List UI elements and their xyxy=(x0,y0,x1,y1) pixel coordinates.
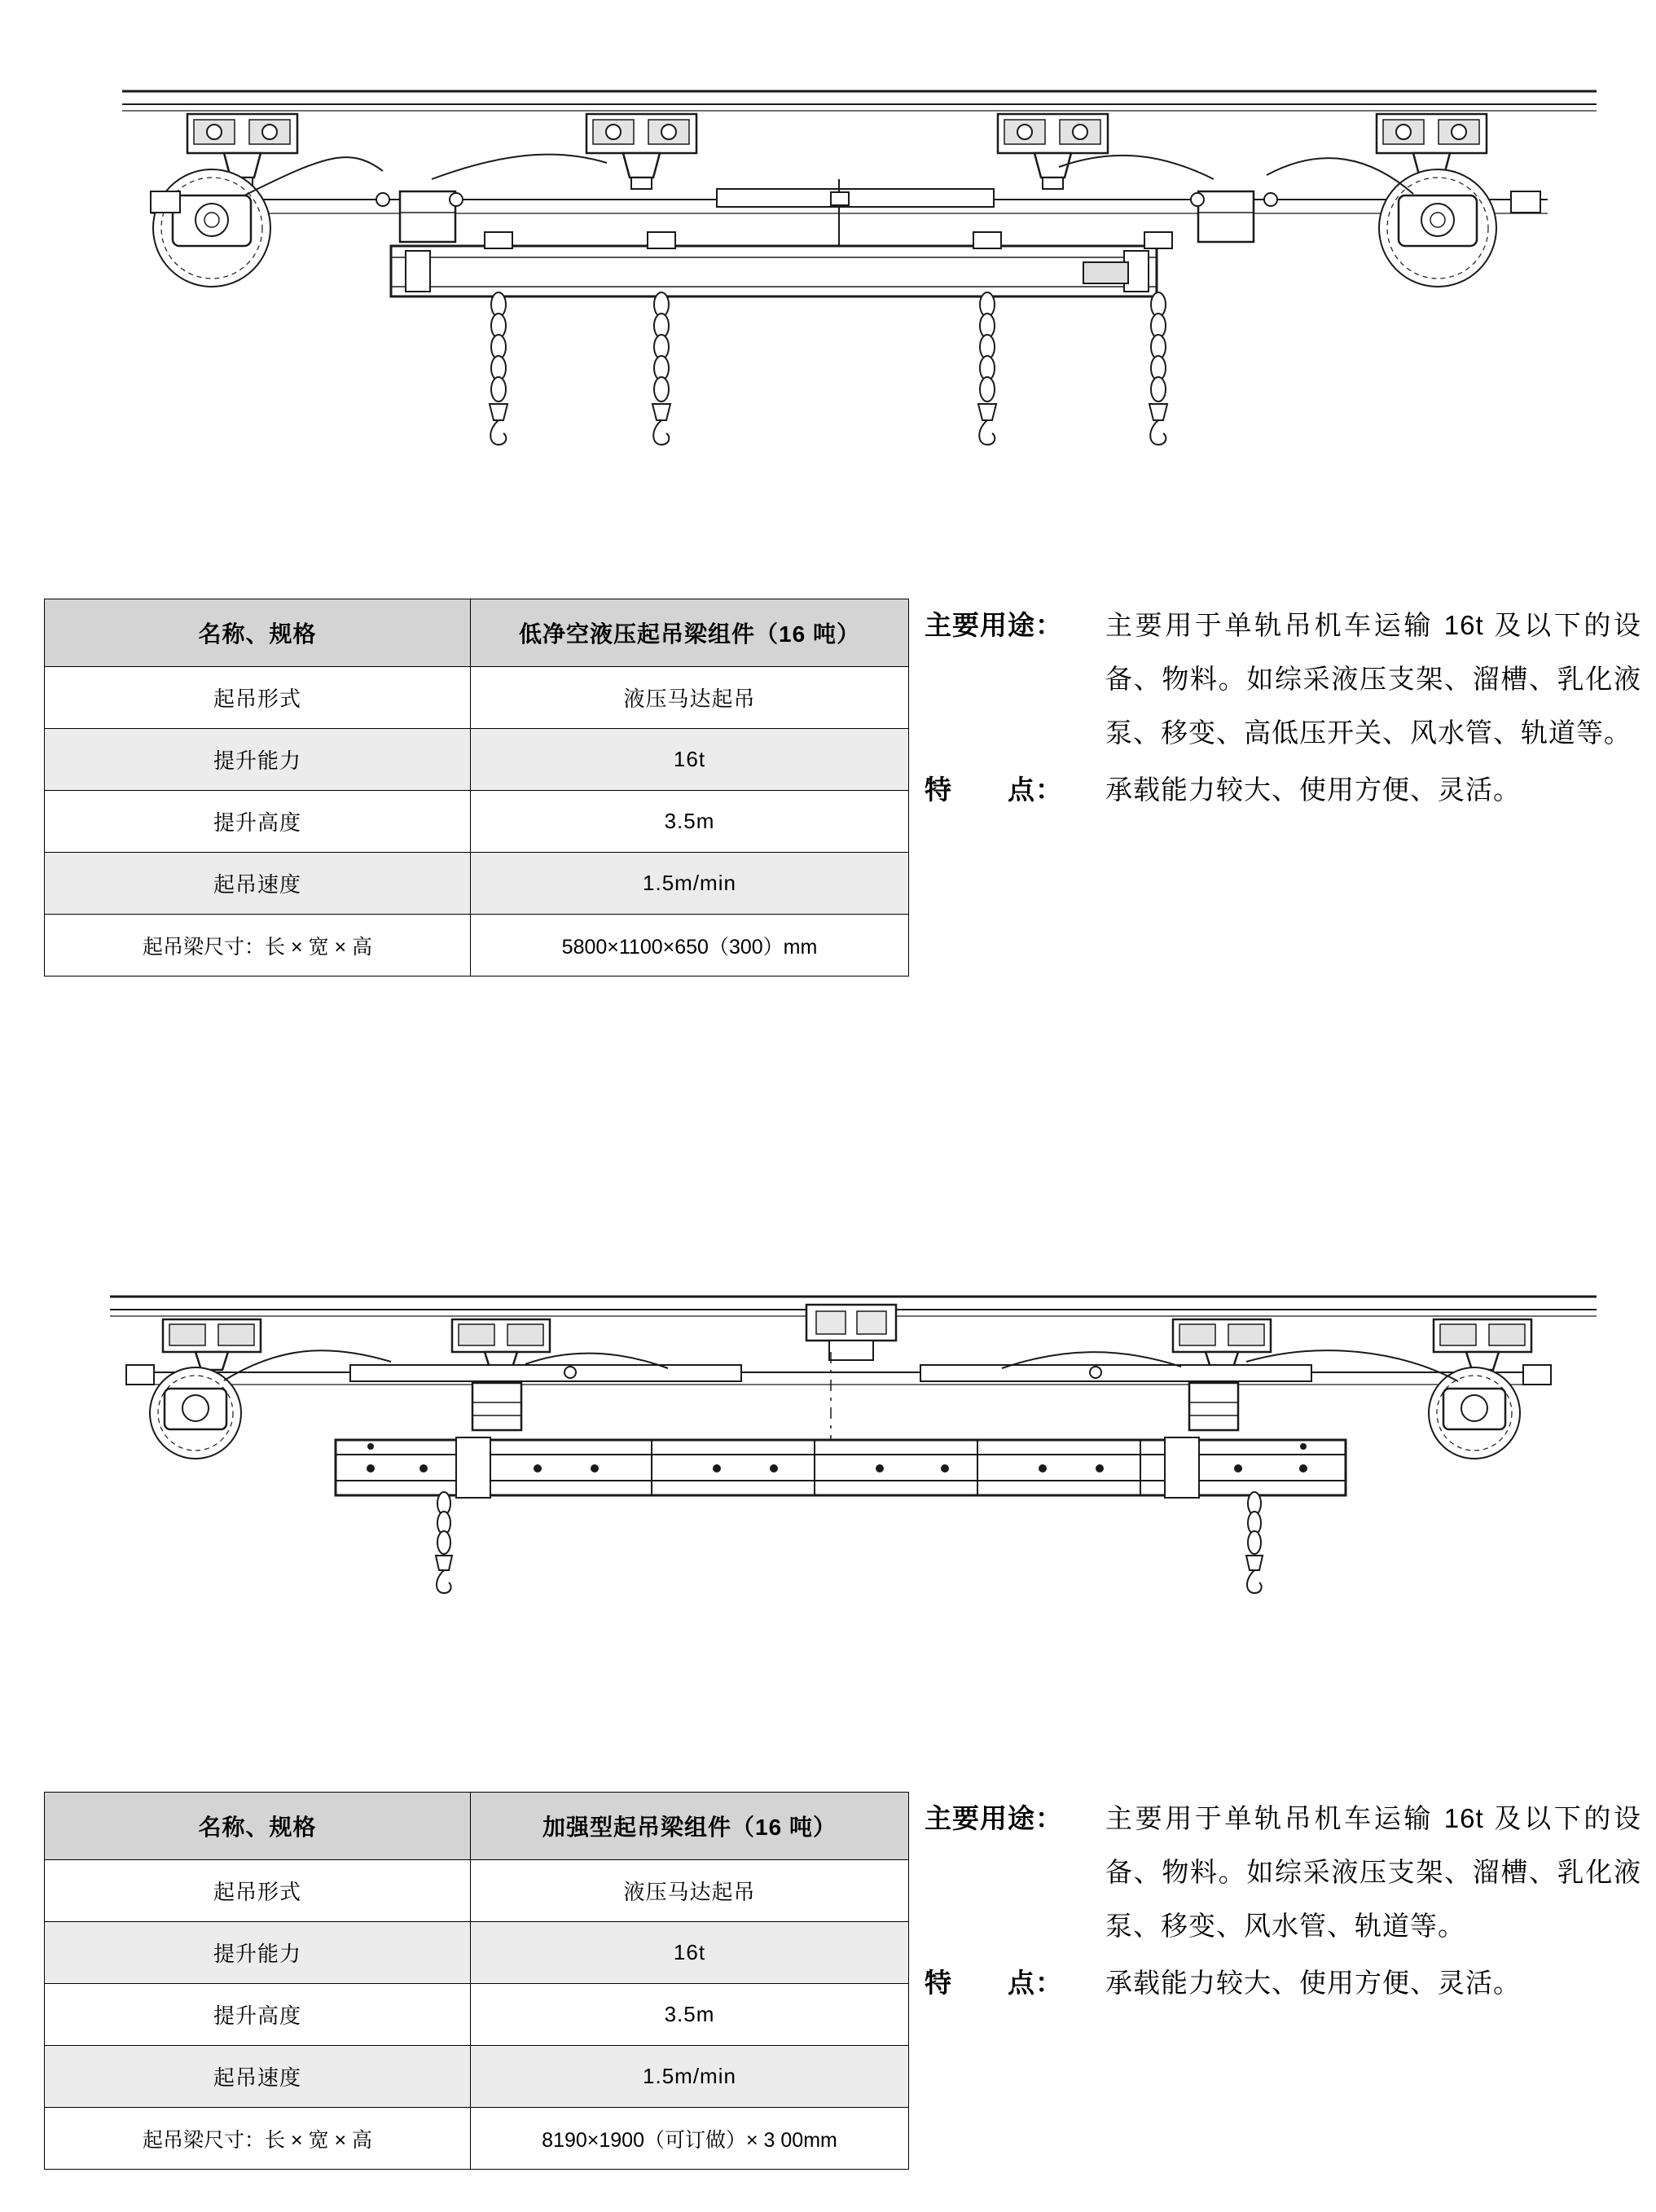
table-row xyxy=(45,667,909,729)
spec-table-1 xyxy=(44,599,909,977)
row-label: 提升能力 xyxy=(45,1922,471,1984)
table-row xyxy=(45,1793,909,1860)
table-row xyxy=(45,729,909,791)
row-value: 3.5m xyxy=(471,791,909,853)
spec-table-2 xyxy=(44,1792,909,2170)
feature-text: 承载能力较大、使用方便、灵活。 xyxy=(1105,1968,1521,1998)
row-value: 8190×1900（可订做）× 3 00mm xyxy=(471,2108,909,2170)
table-header-label: 名称、规格 xyxy=(45,599,471,667)
row-label: 起吊形式 xyxy=(45,667,471,729)
row-value: 液压马达起吊 xyxy=(471,1860,909,1922)
row-value: 16t xyxy=(471,1922,909,1984)
table-row xyxy=(45,2108,909,2170)
table-row xyxy=(45,1922,909,1984)
table-row xyxy=(45,1860,909,1922)
reinforced-lifting-beam-diagram xyxy=(0,1271,1656,1653)
table-row xyxy=(45,791,909,853)
spec-table-wrapper-2 xyxy=(44,1792,903,2170)
row-label: 起吊速度 xyxy=(45,853,471,915)
usage-row xyxy=(925,599,1641,760)
table-row xyxy=(45,2046,909,2108)
table-header-value: 低净空液压起吊梁组件（16 吨） xyxy=(471,599,909,667)
low-headroom-hydraulic-lifting-beam-diagram xyxy=(0,33,1656,456)
usage-text: 主要用于单轨吊机车运输 16t 及以下的设备、物料。如综采液压支架、溜槽、乳化液泵、移变、高低压开关、风水管、轨道等。 xyxy=(1105,610,1641,748)
feature-key: 特 点： xyxy=(925,775,1063,805)
row-label: 起吊梁尺寸：长 × 宽 × 高 xyxy=(45,915,471,977)
usage-text: 主要用于单轨吊机车运输 16t 及以下的设备、物料。如综采液压支架、溜槽、乳化液泵、移变、风水管、轨道等。 xyxy=(1105,1803,1641,1941)
row-label: 提升高度 xyxy=(45,1984,471,2046)
feature-row xyxy=(925,1956,1641,2010)
table-row xyxy=(45,599,909,667)
row-label: 提升高度 xyxy=(45,791,471,853)
usage-key: 主要用途： xyxy=(925,610,1063,640)
row-label: 起吊速度 xyxy=(45,2046,471,2108)
row-value: 1.5m/min xyxy=(471,853,909,915)
table-row xyxy=(45,853,909,915)
row-label: 提升能力 xyxy=(45,729,471,791)
spec-table-wrapper-1 xyxy=(44,599,903,977)
table-row xyxy=(45,1984,909,2046)
feature-text: 承载能力较大、使用方便、灵活。 xyxy=(1105,775,1521,805)
row-label: 起吊梁尺寸：长 × 宽 × 高 xyxy=(45,2108,471,2170)
usage-row xyxy=(925,1792,1641,1953)
description-block-1 xyxy=(925,599,1641,820)
description-block-2 xyxy=(925,1792,1641,2013)
feature-key: 特 点： xyxy=(925,1968,1063,1998)
feature-row xyxy=(925,763,1641,817)
row-value: 5800×1100×650（300）mm xyxy=(471,915,909,977)
row-value: 1.5m/min xyxy=(471,2046,909,2108)
table-row xyxy=(45,915,909,977)
table-header-value: 加强型起吊梁组件（16 吨） xyxy=(471,1793,909,1860)
row-value: 3.5m xyxy=(471,1984,909,2046)
usage-key: 主要用途： xyxy=(925,1803,1063,1833)
table-header-label: 名称、规格 xyxy=(45,1793,471,1860)
row-value: 液压马达起吊 xyxy=(471,667,909,729)
row-value: 16t xyxy=(471,729,909,791)
row-label: 起吊形式 xyxy=(45,1860,471,1922)
